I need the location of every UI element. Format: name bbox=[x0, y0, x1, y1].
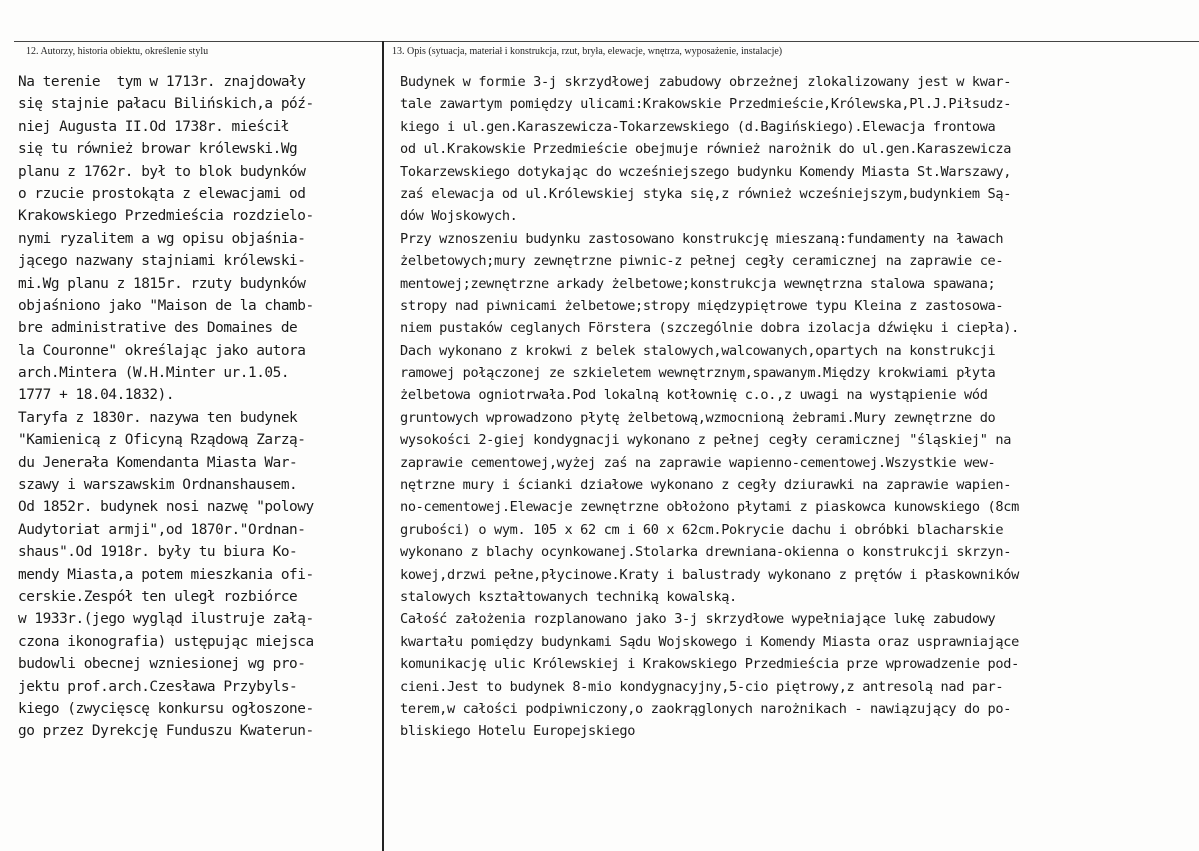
history-text-line: w 1933r.(jego wygląd ilustruje załą- bbox=[18, 611, 314, 628]
history-text-line: planu z 1762r. był to blok budynków bbox=[18, 163, 306, 180]
description-text-line: stropy nad piwnicami żelbetowe;stropy międzypiętrowe typu Kleina z zastosowa- bbox=[400, 297, 1004, 314]
description-text-line: wykonano z blachy ocynkowanej.Stolarka drewniana-okienna o konstrukcji skrzyn- bbox=[400, 544, 1012, 561]
description-text-line: cieni.Jest to budynek 8-mio kondygnacyjny,5-cio piętrowy,z antresolą nad par- bbox=[400, 678, 1004, 695]
description-text-line: wysokości 2-giej kondygnacji wykonano z pełnej cegły ceramicznej "śląskiej" na bbox=[400, 432, 1012, 449]
history-text-line: 1777 + 18.04.1832). bbox=[18, 387, 175, 404]
history-text-line: Na terenie tym w 1713r. znajdowały bbox=[18, 74, 306, 90]
description-text-line: zaś elewacja od ul.Królewskiej styka się,z również wcześniejszym,budynkiem Są- bbox=[400, 185, 1012, 202]
history-text-line: mi.Wg planu z 1815r. rzuty budynków bbox=[18, 275, 306, 292]
history-text-line: się stajnie pałacu Bilińskich,a póź- bbox=[18, 96, 314, 113]
description-text-line: Przy wznoszeniu budynku zastosowano konstrukcję mieszaną:fundamenty na ławach bbox=[400, 230, 1004, 247]
description-text-column bbox=[400, 71, 1197, 743]
history-text-line: czona ikonografia) ustępując miejsca bbox=[18, 633, 314, 650]
description-text-line: niem pustaków ceglanych Förstera (szczególnie dobra izolacja dźwięku i ciepła). bbox=[400, 320, 1019, 337]
description-text-line: stalowych kształtowanych techniką kowalską. bbox=[400, 588, 737, 605]
history-text-line: Taryfa z 1830r. nazywa ten budynek bbox=[18, 409, 298, 426]
history-text-line: nymi ryzalitem a wg opisu objaśnia- bbox=[18, 230, 306, 247]
history-text-line: objaśniono jako "Maison de la chamb- bbox=[18, 297, 314, 314]
description-text-line: tale zawartym pomiędzy ulicami:Krakowskie Przedmieście,Królewska,Pl.J.Piłsudz- bbox=[400, 96, 1012, 113]
description-text-line: Całość założenia rozplanowano jako 3-j skrzydłowe wypełniające lukę zabudowy bbox=[400, 611, 996, 628]
description-text-line: zaprawie cementowej,wyżej zaś na zaprawie wapienno-cementowej.Wszystkie wew- bbox=[400, 454, 996, 471]
history-text-line: niej Augusta II.Od 1738r. mieścił bbox=[18, 118, 290, 135]
section-12-heading: 12. Autorzy, historia obiektu, określenie stylu bbox=[26, 46, 209, 57]
history-text-line: kiego (zwycięscę konkursu ogłoszone- bbox=[18, 700, 314, 717]
history-text-line: shaus".Od 1918r. były tu biura Ko- bbox=[18, 544, 298, 561]
history-text-line: mendy Miasta,a potem mieszkania ofi- bbox=[18, 566, 314, 583]
description-text-line: od ul.Krakowskie Przedmieście obejmuje również narożnik do ul.gen.Karaszewicza bbox=[400, 141, 1012, 158]
description-text-line: mentowej;zewnętrzne arkady żelbetowe;konstrukcja wewnętrzna stalowa spawana; bbox=[400, 275, 996, 292]
description-text-line: nętrzne mury i ścianki działowe wykonano z cegły dziurawki na zaprawie wapien- bbox=[400, 477, 1012, 494]
history-text-line: "Kamienicą z Oficyną Rządową Zarzą- bbox=[18, 432, 306, 449]
history-text-line: Od 1852r. budynek nosi nazwę "polowy bbox=[18, 499, 314, 516]
description-text-line: Budynek w formie 3-j skrzydłowej zabudowy obrzeżnej zlokalizowany jest w kwar- bbox=[400, 74, 1012, 90]
history-text-line: o rzucie prostokąta z elewacjami od bbox=[18, 185, 306, 202]
section-13-heading: 13. Opis (sytuacja, materiał i konstrukcja, rzut, bryła, elewacje, wnętrza, wyposażenie, instalacje) bbox=[392, 46, 783, 57]
history-text-line: Krakowskiego Przedmieścia rozdzielo- bbox=[18, 208, 314, 225]
description-text-line: kowej,drzwi pełne,płycinowe.Kraty i balustrady wykonano z prętów i płaskowników bbox=[400, 566, 1019, 583]
description-text-line: komunikację ulic Królewskiej i Krakowskiego Przedmieścia prze wprowadzenie pod- bbox=[400, 656, 1019, 673]
top-rule bbox=[14, 41, 1199, 42]
history-text-line: Audytoriat armji",od 1870r."Ordnan- bbox=[18, 521, 306, 538]
description-text-line: żelbetowych;mury zewnętrzne piwnic-z pełnej cegły ceramicznej na zaprawie ce- bbox=[400, 253, 1004, 270]
description-text-line: ramowej połączonej ze szkieletem wewnętrznym,spawanym.Między krokwiami płyta bbox=[400, 365, 996, 382]
history-text-line: cerskie.Zespół ten uległ rozbiórce bbox=[18, 588, 298, 605]
description-text-line: terem,w całości podpiwniczony,o zaokrąglonych narożnikach - nawiązujący do po- bbox=[400, 700, 1012, 717]
description-text-line: kiego i ul.gen.Karaszewicza-Tokarzewskiego (d.Bagińskiego).Elewacja frontowa bbox=[400, 118, 996, 135]
history-text-line: go przez Dyrekcję Funduszu Kwaterun- bbox=[18, 723, 314, 740]
history-text-line: la Couronne" określając jako autora bbox=[18, 342, 306, 359]
description-text-line: grubości) o wym. 105 x 62 cm i 60 x 62cm.Pokrycie dachu i obróbki blacharskie bbox=[400, 521, 1004, 538]
description-text-line: Dach wykonano z krokwi z belek stalowych,walcowanych,opartych na konstrukcji bbox=[400, 342, 996, 359]
history-text-line: du Jenerała Komendanta Miasta War- bbox=[18, 454, 298, 471]
description-text-line: dów Wojskowych. bbox=[400, 208, 518, 225]
description-text-line: no-cementowej.Elewacje zewnętrzne obłożono płytami z piaskowca kunowskiego (8cm bbox=[400, 499, 1019, 516]
history-text-line: arch.Mintera (W.H.Minter ur.1.05. bbox=[18, 365, 290, 382]
description-text-line: Tokarzewskiego dotykając do wcześniejszego budynku Komendy Miasta St.Warszawy, bbox=[400, 163, 1012, 180]
description-text-line: kwartału pomiędzy budynkami Sądu Wojskowego i Komendy Miasta oraz usprawniające bbox=[400, 633, 1019, 650]
history-text-line: jektu prof.arch.Czesława Przybyls- bbox=[18, 678, 298, 695]
description-text-line: żelbetowa ogniotrwała.Pod lokalną kotłownię c.o.,z uwagi na wystąpienie wód bbox=[400, 387, 988, 404]
history-text-line: się tu również browar królewski.Wg bbox=[18, 141, 298, 158]
description-text-line: bliskiego Hotelu Europejskiego bbox=[400, 723, 636, 740]
history-text-line: jącego nazwany stajniami królewski- bbox=[18, 253, 306, 270]
history-text-line: szawy i warszawskim Ordnanshausem. bbox=[18, 477, 298, 494]
history-text-line: budowli obecnej wzniesionej wg pro- bbox=[18, 656, 306, 673]
description-text-line: gruntowych wprowadzono płytę żelbetową,wzmocnioną żebrami.Mury zewnętrzne do bbox=[400, 409, 996, 426]
history-text-column bbox=[18, 71, 380, 743]
history-text-line: bre administrative des Domaines de bbox=[18, 320, 298, 337]
column-divider bbox=[382, 41, 384, 851]
